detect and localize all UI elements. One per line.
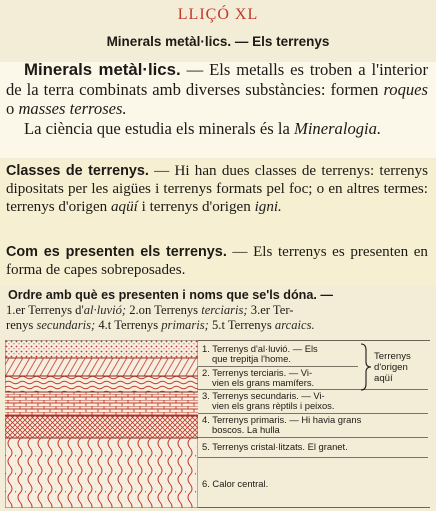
minerals-paragraph <box>6 60 428 138</box>
legend-divider <box>198 457 428 458</box>
presence-text: — Els terrenys es presenten en forma de capes sobreposades. <box>6 244 428 279</box>
legend-row-4 <box>198 415 430 435</box>
classes-text-2: i terrenys d'origen <box>137 199 255 216</box>
term-mineralogia: Mineralogia. <box>294 118 382 138</box>
layer-primaris <box>5 392 198 416</box>
brace-text: aqüí <box>374 373 393 384</box>
layer-alluvio <box>5 340 198 358</box>
legend-text: vien els grans rèptils i peixos. <box>212 400 335 412</box>
legend-row-6: 6. Calor central. <box>202 478 269 489</box>
strata-legend <box>198 340 430 508</box>
strata-illustration <box>5 340 198 508</box>
page-subtitle: Minerals metàl·lics. — Els terrenys <box>106 34 330 49</box>
minerals-heading: Minerals metàl·lics. <box>24 60 181 79</box>
classes-heading: Classes de terrenys. <box>6 163 149 179</box>
minerals-text-3: La ciència que estudia els minerals és la <box>24 118 294 138</box>
brace-text: Terrenys <box>374 351 411 362</box>
term-primaris: primaris; <box>161 318 209 332</box>
order-text: 5.t Terrenys <box>208 318 275 332</box>
term-alluvio: al·luvió; <box>83 303 127 317</box>
order-text: 3.er Ter- <box>247 303 294 317</box>
term-arcaics: arcaics. <box>274 318 315 332</box>
legend-row-5: 5. Terrenys cristal·litzats. El granet. <box>202 441 348 452</box>
order-text: renys <box>6 318 37 332</box>
legend-text: 1. Terrenys d'al·luvió. — Els <box>202 343 318 354</box>
layer-terciaris <box>5 358 198 376</box>
minerals-text-1: — Els metalls es troben a l'interior de la terra combinats amb diverses substàncies: formen <box>6 60 428 99</box>
legend-row-2 <box>198 368 358 388</box>
term-igni: igni. <box>254 199 282 216</box>
legend-divider <box>198 437 428 438</box>
term-terciaris: terciaris; <box>201 303 248 317</box>
legend-text: boscos. La hulla <box>212 424 280 436</box>
legend-text: 3. Terrenys secundaris. — Vi- <box>202 390 325 401</box>
layer-secundaris <box>5 376 198 392</box>
legend-row-3 <box>198 391 358 411</box>
presence-heading: Com es presenten els terrenys. <box>6 244 227 260</box>
layer-calor-central <box>5 438 198 508</box>
legend-text: 2. Terrenys terciaris. — Vi- <box>202 367 313 378</box>
term-roques: roques <box>383 79 428 99</box>
term-secundaris: secundaris; <box>36 318 96 332</box>
legend-text: 4. Terrenys primaris. — Hi havia grans <box>202 414 362 425</box>
brace-text: d'origen <box>374 362 408 373</box>
classes-paragraph <box>6 162 428 217</box>
order-heading: Ordre amb què es presenten i noms que se'ls dóna. — <box>8 288 333 302</box>
minerals-text-2: o <box>6 99 19 119</box>
legend-text: que trepitja l'home. <box>212 353 291 365</box>
layer-cristallitzats <box>5 416 198 438</box>
order-text: 2.on Terrenys <box>126 303 202 317</box>
legend-row-1 <box>198 344 358 364</box>
term-aqui: aqüí <box>111 199 138 216</box>
presence-paragraph <box>6 243 428 279</box>
order-line-2 <box>6 318 432 332</box>
lesson-title: LLIÇÓ XL <box>177 6 259 23</box>
term-masses: masses terroses. <box>18 99 127 119</box>
order-text: 1.er Terrenys d' <box>6 303 84 317</box>
order-line-1 <box>6 303 432 317</box>
order-text: 4.t Terrenys <box>95 318 162 332</box>
brace-label <box>374 351 430 384</box>
classes-text-1: — Hi han dues classes de terrenys: terrenys dipositats per les aigües i terrenys formats pel foc; o en altres termes: terrenys d'origen <box>6 163 428 216</box>
strata-diagram <box>5 340 198 508</box>
curly-brace-icon <box>358 343 372 391</box>
legend-text: vien els grans mamífers. <box>212 377 315 389</box>
